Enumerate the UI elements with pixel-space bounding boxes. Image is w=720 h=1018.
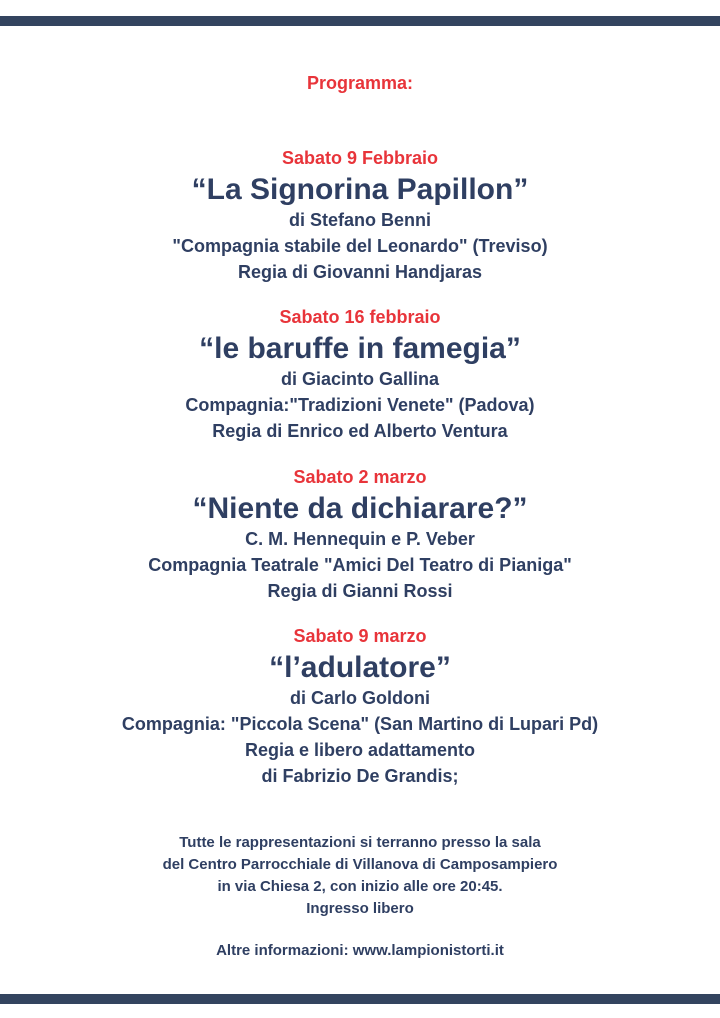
event-company: Compagnia: "Piccola Scena" (San Martino di Lupari Pd): [121, 714, 599, 734]
venue-line: del Centro Parrocchiale di Villanova di Camposampiero: [162, 856, 558, 873]
event-author: di Giacinto Gallina: [280, 369, 440, 389]
more-info-website: Altre informazioni: www.lampionistorti.it: [216, 942, 504, 959]
event-date: Sabato 16 febbraio: [279, 307, 441, 327]
event-date: Sabato 9 marzo: [293, 626, 427, 646]
venue-line: in via Chiesa 2, con inizio alle ore 20:45.: [217, 878, 503, 895]
event-4: [0, 625, 720, 789]
event-3: [0, 466, 720, 604]
event-date: Sabato 2 marzo: [293, 467, 427, 487]
event-director-continued: di Fabrizio De Grandis;: [261, 766, 459, 786]
event-author: di Carlo Goldoni: [290, 688, 430, 708]
event-director: Regia di Gianni Rossi: [267, 581, 453, 601]
event-author: C. M. Hennequin e P. Veber: [245, 529, 475, 549]
venue-info: [0, 832, 720, 920]
event-company: "Compagnia stabile del Leonardo" (Treviso): [172, 236, 548, 256]
event-1: [0, 147, 720, 285]
admission-note: Ingresso libero: [306, 900, 414, 917]
event-company: Compagnia Teatrale "Amici Del Teatro di Pianiga": [148, 555, 572, 575]
top-decorative-bar: [0, 16, 720, 26]
event-title: “le baruffe in famegia”: [199, 332, 521, 365]
event-title: “Niente da dichiarare?”: [192, 492, 528, 525]
event-company: Compagnia:"Tradizioni Venete" (Padova): [185, 395, 535, 415]
event-title: “La Signorina Papillon”: [191, 173, 529, 206]
event-director: Regia di Enrico ed Alberto Ventura: [212, 421, 508, 441]
event-date: Sabato 9 Febbraio: [281, 148, 439, 168]
event-title: “l’adulatore”: [269, 651, 451, 684]
event-director: Regia e libero adattamento: [244, 740, 476, 760]
event-director: Regia di Giovanni Handjaras: [237, 262, 483, 282]
event-2: [0, 306, 720, 444]
event-author: di Stefano Benni: [288, 210, 431, 230]
program-heading: Programma:: [306, 73, 414, 93]
bottom-decorative-bar: [0, 994, 720, 1004]
venue-line: Tutte le rappresentazioni si terranno presso la sala: [179, 834, 541, 851]
